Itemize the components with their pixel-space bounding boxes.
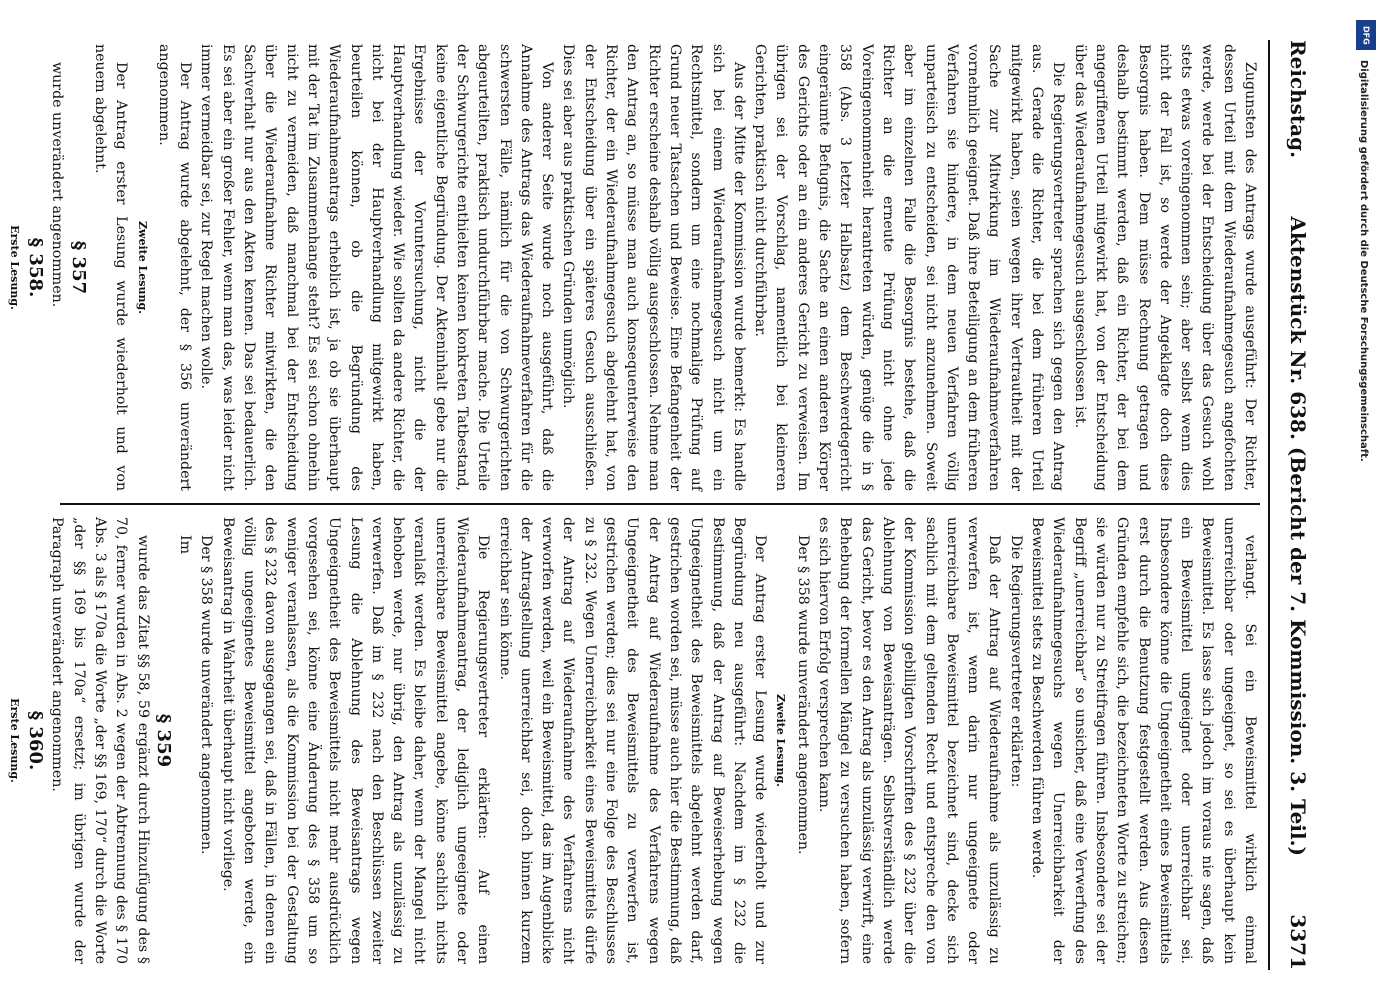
right-column [7, 513, 1260, 968]
paragraph: verlangt. Sei ein Beweismittel wirklich einmal unerreichbar oder ungeeignet, so sei es überhaupt kein Beweismittel. Es lasse sich jedoch im voraus nie sagen, daß ein Beweismittel ungeeignet oder unerreichbar sei. Insbesondere könne die Ungeeignetheit eines Beweismittels erst durch die Benutzung festgestellt werden. Aus diesen Gründen empfehle sich, die bezeichneten Worte zu streichen; sie würden nur zu Streitfragen führen. Insbesondere sei der Begriff „unerreichbar“ so unsicher, daß eine Verwerfung des Wiederaufnahmegesuchs wegen Unerreichbarkeit der Beweismittel stets zu Beschwerden führen werde. [1029, 517, 1258, 964]
paragraph: Von anderer Seite wurde noch ausgeführt, daß die Annahme des Antrags das Wiederaufnahmeverfahren für die schwersten Fälle, nämlich für die von Schwurgerichten abgeurteilten, praktisch undurchführbar mache. Die Urteile der Schwurgerichte enthielten keinen konkreten Tatbestand, keine eigentliche Begründung. Der Akteninhalt gebe nur die Ergebnisse der Voruntersuchung, nicht die der Hauptverhandlung wieder. Wie sollten da andere Richter, die nicht bei der Hauptverhandlung mitgewirkt haben, beurteilen können, ob die Begründung des Wiederaufnahmeantrags erheblich ist, ja ob sie überhaupt mit der Tat im Zusammenhange steht? Es sei schon ohnehin nicht zu vermeiden, daß manchmal bei der Entscheidung über die Wiederaufnahme Richter mitwirkten, die den Sachverhalt nur aus den Akten kennen. Das sei bedauerlich. Es sei aber ein großer Fehler, wenn man das, was leider nicht immer vermeidbar sei, zur Regel machen wolle. [198, 44, 556, 491]
header-title: Aktenstück Nr. 638. (Bericht der 7. Kommission. 3. Teil.) [1286, 216, 1310, 856]
text-columns [7, 40, 1260, 970]
paragraph [0, 44, 3, 491]
paragraph: Die Regierungsvertreter erklärten: Auf einen Wiederaufnahmeantrag, der lediglich ungeeignete oder unerreichbare Beweismittel angebe, könne sachlich nichts veranlaßt werden. Es bleibe daher, wenn der Mangel nicht behoben werde, nur übrig, den Antrag als unzulässig zu verwerfen. Daß im § 232 nach den Beschlüssen zweiter Lesung die Ablehnung des Beweisantrags wegen Ungeeignetheit des Beweismittels nicht mehr ausdrücklich vorgesehen sei, könne eine Änderung des § 358 um so weniger veranlassen, als die Kommission bei der Gestaltung des § 232 davon ausgegangen sei, daß in Fällen, in denen ein völlig ungeeignetes Beweismittel angeboten werde, ein Beweisantrag in Wahrheit überhaupt nicht vorliege. [219, 517, 492, 964]
paragraph: wurde unverändert angenommen. [49, 62, 66, 308]
paragraph: Im [177, 535, 194, 555]
paragraph: Der Antrag wurde abgelehnt, der § 356 unverändert angenommen. [155, 44, 194, 491]
paragraph: wurde das Zitat §§ 58, 59 ergänzt durch Hinzufügung des § 70, ferner wurden in Abs. 2 wegen der Abtrennung des § 170 Abs. 3 als § 170a die Worte „der §§ 169, 170“ durch die Worte „der §§ 169 bis 170a“ ersetzt; im übrigen wurde der Paragraph unverändert angenommen. [49, 517, 151, 964]
header-left: Reichstag. [1286, 40, 1310, 159]
section-heading-359: § 359 [152, 713, 174, 768]
paragraph: Der § 358 wurde unverändert angenommen. [794, 535, 811, 855]
paragraph: Daß der Antrag auf Wiederaufnahme als unzulässig zu verwerfen ist, wenn darin nur ungeeignete oder unerreichbare Beweismittel bezeichnet sind, decke sich sachlich mit dem geltenden Recht und entspreche den von der Kommission gebilligten Vorschriften des § 232 über die Ablehnung von Beweisanträgen. Selbstverständlich werde das Gericht, bevor es den Antrag als unzulässig verwirft, eine Behebung der formellen Mängel zu versuchen haben, sofern es sich hiervon Erfolg versprechen kann. [816, 517, 1003, 964]
reading-heading: Zweite Lesung. [774, 693, 788, 788]
paragraph: Zugunsten des Antrags wurde ausgeführt: Der Richter, dessen Urteil mit dem Wiederaufnahmegesuch angefochten werde, werde bei der Entscheidung über das Gesuch wohl stets etwas voreingenommen sein; aber selbst wenn dies nicht der Fall ist, so werde der Angeklagte doch diese Besorgnis haben. Dem müsse Rechnung getragen und deshalb bestimmt werden, daß ein Richter, der bei dem angegriffenen Urteil mitgewirkt hat, von der Entscheidung über das Wiederaufnahmegesuch ausgeschlossen ist. [1071, 44, 1258, 491]
paragraph: Der § 358 wurde unverändert angenommen. [198, 535, 215, 855]
paragraph: Die Regierungsvertreter sprachen sich gegen den Antrag aus. Gerade die Richter, die bei dem früheren Urteil mitgewirkt haben, seien wegen ihrer Vertrautheit mit der Sache zur Mitwirkung im Wiederaufnahmeverfahren vornehmlich geeignet. Daß ihre Beteiligung an dem früheren Verfahren sie hindere, in dem neuen Verfahren völlig unparteiisch zu entscheiden, sei nicht anzunehmen. Soweit aber im einzelnen Falle die Besorgnis bestehe, daß die Richter an die erneute Prüfung nicht ohne jede Voreingenommenheit herantreten würden, genüge die in § 358 (Abs. 3 letzter Halbsatz) dem Beschwerdegericht eingeräumte Befugnis, die Sache an einen anderen Körper des Gerichts oder an ein anderes Gericht zu verweisen. Im übrigen sei der Vorschlag, namentlich bei kleineren Gerichten, praktisch nicht durchführbar. [752, 44, 1067, 491]
reading-heading: Erste Lesung. [7, 698, 21, 783]
dfg-logo: DFG [1356, 20, 1376, 50]
section-heading-357: § 357 [67, 240, 89, 295]
left-column [7, 40, 1260, 495]
paragraph: Aus der Mitte der Kommission wurde bemerkt: Es handle sich bei einem Wiederaufnahmegesuch nicht um ein Rechtsmittel, sondern um eine nochmalige Prüfung auf Grund neuer Tatsachen und Beweise. Eine Befangenheit der Richter erscheine deshalb völlig ausgeschlossen. Nehme man den Antrag an, so müsse man auch konsequenterweise den Richter, der ein Wiederaufnahmegesuch abgelehnt hat, von der Entscheidung über ein späteres Gesuch ausschließen. Dies sei aber aus praktischen Gründen unmöglich. [560, 44, 747, 491]
page-header [1268, 40, 1310, 970]
rotated-document [7, 40, 1320, 970]
digitization-credit [1354, 20, 1378, 980]
paragraph: Die Regierungsvertreter erklärten: [1007, 535, 1024, 788]
paragraph: Der Antrag erster Lesung wurde wiederholt und zur Begründung neu ausgeführt: Nachdem im § 232 die Bestimmung, daß der Antrag auf Beweiserhebung wegen Ungeeignetheit des Beweismittels abgelehnt werden darf, gestrichen worden sei, müsse auch hier die Bestimmung, daß der Antrag auf Wiederaufnahme des Verfahrens wegen Ungeeignetheit des Beweismittels zu verwerfen ist, gestrichen werden; dies sei nur eine Folge des Beschlusses zu § 232. Wegen Unerreichbarkeit eines Beweismittels dürfe der Antrag auf Wiederaufnahme des Verfahrens nicht verworfen werden, weil ein Beweismittel, das im Augenblicke der Antragstellung unerreichbar sei, doch binnen kurzem erreichbar sein könne. [496, 517, 769, 964]
paragraph: Der Antrag erster Lesung wurde wiederholt und von neuem abgelehnt. [91, 44, 130, 491]
section-heading-358: § 358. [25, 237, 47, 298]
credit-text: Digitalisierung gefördert durch die Deutsche Forschungsgemeinschaft. [1358, 60, 1369, 462]
page-number: 3371 [1286, 914, 1310, 970]
column-divider [60, 503, 1260, 505]
reading-heading: Erste Lesung. [7, 225, 21, 310]
reading-heading: Zweite Lesung. [135, 220, 149, 315]
section-heading-360: § 360. [25, 710, 47, 771]
